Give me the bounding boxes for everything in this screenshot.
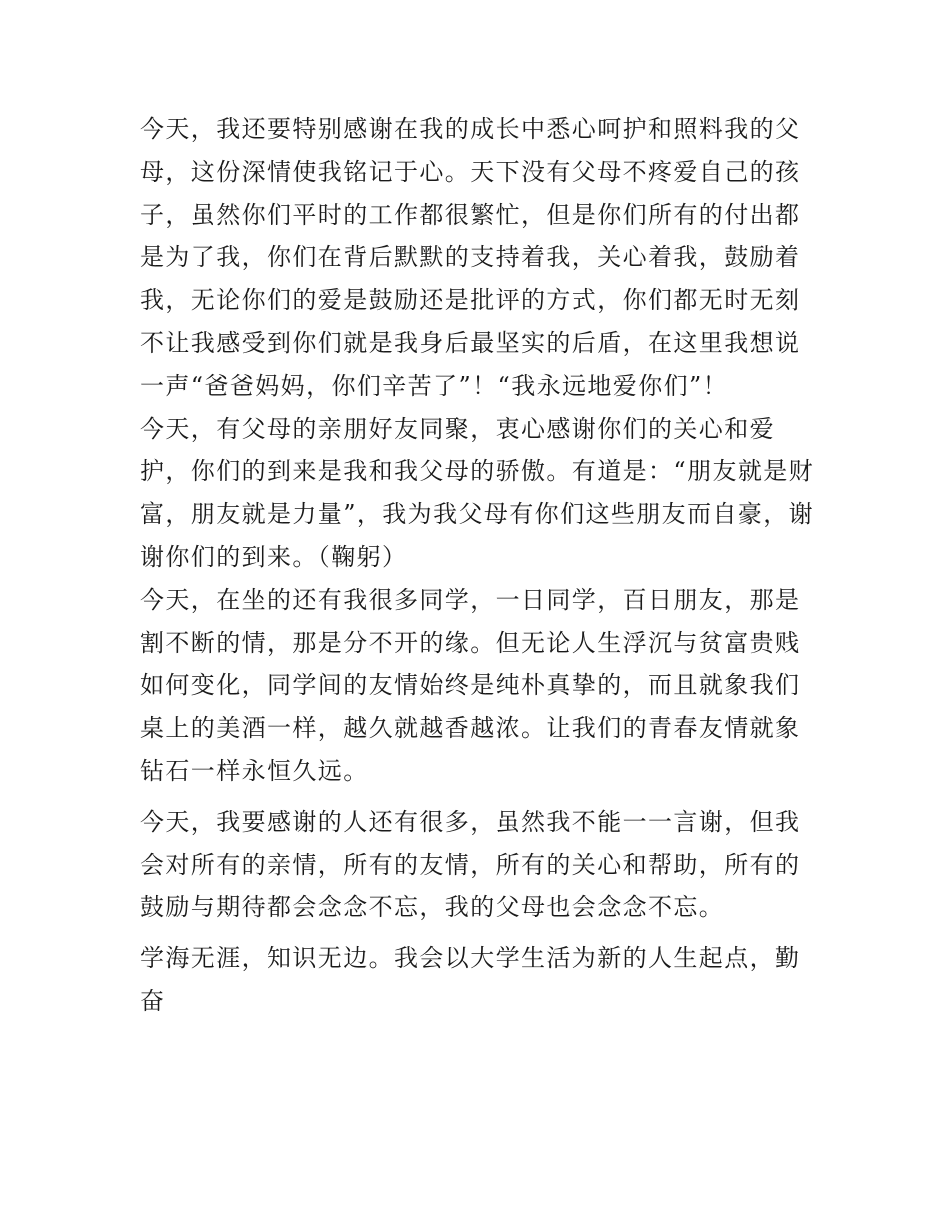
paragraph-future: 学海无涯，知识无边。我会以大学生活为新的人生起点，勤奋 — [140, 944, 801, 1015]
paragraph-thanks-parents: 今天，我还要特别感谢在我的成长中悉心呵护和照料我的父母，这份深情使我铭记于心。天下没有父母不疼爱自己的孩子，虽然你们平时的工作都很繁忙，但是你们所有的付出都是为了我，你们在背后默默的支持着我，关心着我，鼓励着我，无论你们的爱是鼓励还是批评的方式，你们都无时无刻不让我感受到你们就是我身后最坚实的后盾，在这里我想说一声“爸爸妈妈，你们辛苦了”！“我永远地爱你们”！ — [140, 115, 801, 400]
paragraph-thanks-classmates: 今天，在坐的还有我很多同学，一日同学，百日朋友，那是割不断的情，那是分不开的缘。但无论人生浮沉与贫富贵贱如何变化，同学间的友情始终是纯朴真挚的，而且就象我们桌上的美酒一样，越久就越香越浓。让我们的青春友情就象钻石一样永恒久远。 — [140, 585, 801, 785]
paragraph-thanks-friends: 今天，有父母的亲朋好友同聚，衷心感谢你们的关心和爱护，你们的到来是我和我父母的骄傲。有道是：“朋友就是财富，朋友就是力量”，我为我父母有你们这些朋友而自豪，谢谢你们的到来。（鞠躬） — [140, 414, 815, 571]
paragraph-thanks-others: 今天，我要感谢的人还有很多，虽然我不能一一言谢，但我会对所有的亲情，所有的友情，所有的关心和帮助，所有的鼓励与期待都会念念不忘，我的父母也会念念不忘。 — [140, 807, 801, 922]
document-body — [140, 108, 820, 1023]
